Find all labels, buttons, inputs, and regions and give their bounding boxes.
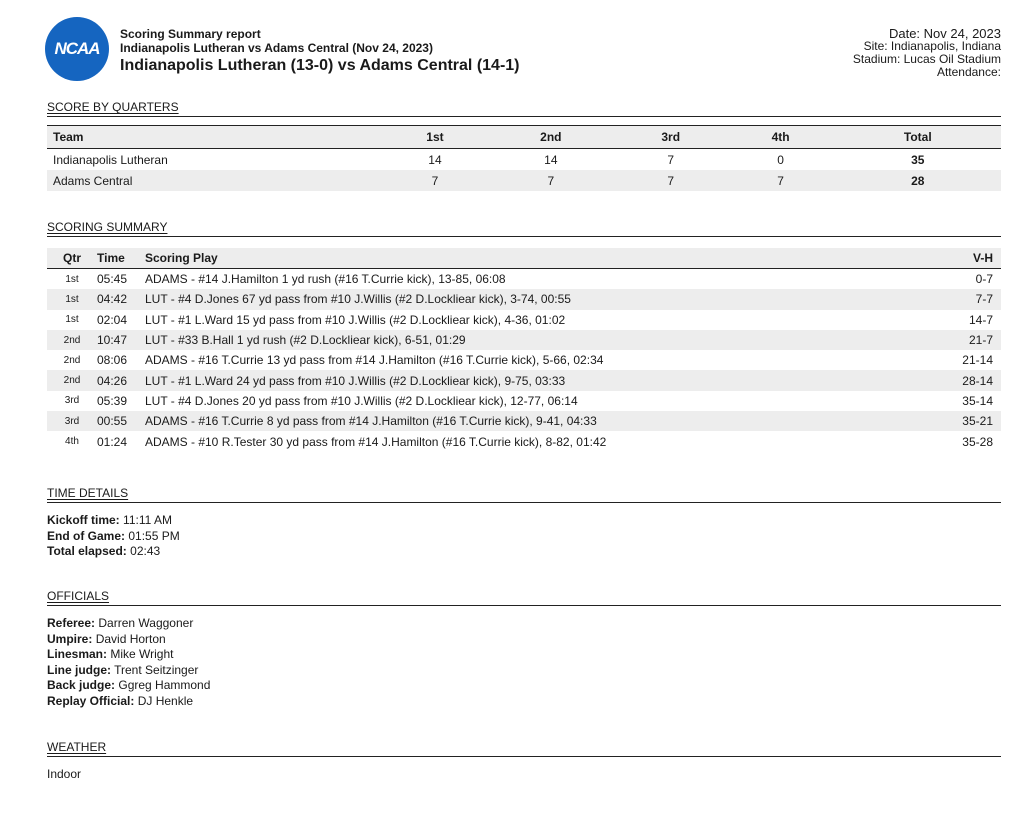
score-total: 35 (911, 152, 925, 167)
play-time: 04:42 (97, 289, 145, 309)
list-item (47, 647, 210, 663)
ncaa-logo: NCAA (45, 17, 109, 81)
header-total: Total (835, 126, 1001, 149)
item-label: Total elapsed: (47, 544, 127, 558)
section-title-officials: OFFICIALS (47, 589, 1001, 606)
play-qtr: 2nd (47, 370, 97, 390)
item-value: Darren Waggoner (98, 616, 194, 630)
section-title-time: TIME DETAILS (47, 486, 1001, 503)
play-time: 01:24 (97, 434, 128, 449)
play-time: 05:39 (97, 393, 128, 408)
play-score: 35-14 (962, 393, 993, 408)
play-time: 05:45 (97, 272, 128, 287)
item-value: DJ Henkle (137, 693, 194, 708)
score-total: 28 (835, 170, 1001, 191)
score-q1: 14 (428, 152, 442, 167)
play-score: 35-21 (943, 411, 1001, 431)
table-row (47, 330, 1001, 350)
header-play: Scoring Play (145, 248, 943, 269)
play-score: 0-7 (975, 272, 993, 287)
play-time: 04:26 (97, 370, 145, 390)
quarters-header-row (47, 126, 1001, 149)
play-score: 21-14 (962, 353, 993, 368)
play-score: 21-7 (943, 330, 1001, 350)
list-item (47, 632, 210, 648)
play-qtr: 2nd (47, 330, 97, 350)
play-description: ADAMS - #16 T.Currie 8 yd pass from #14 J.Hamilton (#16 T.Currie kick), 9-41, 04:33 (145, 411, 943, 431)
game-attendance: Attendance: (936, 65, 1001, 79)
report-header (120, 27, 520, 76)
table-row (47, 310, 1001, 330)
table-row (47, 350, 1001, 370)
quarters-table (47, 125, 1001, 191)
header-vh: V-H (943, 248, 1001, 269)
play-description: LUT - #4 D.Jones 67 yd pass from #10 J.Willis (#2 D.Lockliear kick), 3-74, 00:55 (145, 289, 943, 309)
score-q1: 7 (383, 170, 487, 191)
scoring-header-row (47, 248, 1001, 269)
play-score: 35-28 (962, 434, 993, 449)
play-description: LUT - #33 B.Hall 1 yd rush (#2 D.Lockliear kick), 6-51, 01:29 (145, 330, 943, 350)
list-item (47, 694, 210, 710)
table-row (47, 370, 1001, 390)
play-qtr: 3rd (64, 395, 80, 407)
table-row (47, 411, 1001, 431)
item-value: 02:43 (130, 544, 161, 558)
play-description: LUT - #4 D.Jones 20 yd pass from #10 J.Willis (#2 D.Lockliear kick), 12-77, 06:14 (145, 393, 578, 408)
play-score: 28-14 (943, 370, 1001, 390)
play-time: 08:06 (97, 353, 128, 368)
game-site: Site: Indianapolis, Indiana (863, 39, 1001, 53)
play-time: 02:04 (97, 312, 128, 327)
list-item (47, 678, 210, 694)
time-details-list (47, 513, 180, 560)
header-qtr: Qtr (47, 248, 97, 269)
play-time: 10:47 (97, 330, 145, 350)
list-item (47, 544, 180, 560)
item-value: 01:55 PM (128, 528, 180, 543)
score-q3: 7 (615, 170, 727, 191)
item-value: Mike Wright (110, 647, 174, 661)
header-q2: 2nd (487, 126, 615, 149)
item-label: End of Game: (47, 528, 126, 543)
header-q3: 3rd (615, 126, 727, 149)
table-row (47, 170, 1001, 191)
game-date: Date: Nov 24, 2023 (888, 26, 1001, 41)
play-qtr: 1st (47, 289, 97, 309)
section-title-quarters: SCORE BY QUARTERS (47, 100, 1001, 117)
header-q1: 1st (383, 126, 487, 149)
game-info (853, 27, 1001, 79)
score-q2: 14 (544, 152, 558, 167)
list-item (47, 616, 210, 632)
report-title: Scoring Summary report (120, 27, 261, 41)
main-title: Indianapolis Lutheran (13-0) vs Adams Central (14-1) (120, 57, 520, 74)
header-time: Time (97, 248, 145, 269)
team-name: Indianapolis Lutheran (53, 152, 168, 167)
scoring-table (47, 248, 1001, 452)
item-label: Kickoff time: (47, 513, 120, 527)
item-label: Replay Official: (47, 693, 135, 708)
list-item (47, 513, 180, 529)
play-description: LUT - #1 L.Ward 24 yd pass from #10 J.Willis (#2 D.Lockliear kick), 9-75, 03:33 (145, 370, 943, 390)
play-time: 00:55 (97, 411, 145, 431)
play-description: LUT - #1 L.Ward 15 yd pass from #10 J.Willis (#2 D.Lockliear kick), 4-36, 01:02 (145, 312, 566, 327)
item-value: 11:11 AM (123, 513, 172, 527)
header-q4: 4th (727, 126, 835, 149)
score-q4: 0 (777, 152, 784, 167)
play-qtr: 1st (65, 314, 79, 326)
item-value: Ggreg Hammond (118, 678, 211, 692)
item-label: Back judge: (47, 678, 116, 692)
play-qtr: 3rd (47, 411, 97, 431)
weather-value: Indoor (47, 767, 82, 781)
play-description: ADAMS - #10 R.Tester 30 yd pass from #14 J.Hamilton (#16 T.Currie kick), 8-82, 01:42 (145, 434, 607, 449)
table-row (47, 269, 1001, 290)
section-title-weather: WEATHER (47, 740, 1001, 757)
item-label: Umpire: (47, 631, 93, 646)
score-q2: 7 (487, 170, 615, 191)
play-description: ADAMS - #14 J.Hamilton 1 yd rush (#16 T.Currie kick), 13-85, 06:08 (145, 272, 506, 287)
play-qtr: 4th (65, 436, 79, 448)
table-row (47, 289, 1001, 309)
item-value: David Horton (95, 631, 166, 646)
list-item (47, 529, 180, 545)
matchup-line: Indianapolis Lutheran vs Adams Central (Nov 24, 2023) (120, 41, 433, 55)
play-qtr: 1st (65, 273, 79, 285)
table-row (47, 391, 1001, 411)
table-row (47, 149, 1001, 171)
item-label: Referee: (47, 616, 96, 630)
play-score: 14-7 (968, 312, 993, 327)
play-description: ADAMS - #16 T.Currie 13 yd pass from #14 J.Hamilton (#16 T.Currie kick), 5-66, 02:34 (145, 353, 604, 368)
item-value: Trent Seitzinger (114, 662, 199, 677)
game-stadium: Stadium: Lucas Oil Stadium (852, 52, 1001, 66)
team-name: Adams Central (47, 170, 383, 191)
table-row (47, 431, 1001, 451)
item-label: Line judge: (47, 662, 111, 677)
section-title-scoring: SCORING SUMMARY (47, 220, 1001, 237)
list-item (47, 663, 210, 679)
play-score: 7-7 (943, 289, 1001, 309)
score-q3: 7 (667, 152, 675, 167)
officials-list (47, 616, 210, 709)
score-q4: 7 (727, 170, 835, 191)
item-label: Linesman: (47, 647, 108, 661)
play-qtr: 2nd (63, 354, 81, 366)
header-team: Team (47, 126, 383, 149)
